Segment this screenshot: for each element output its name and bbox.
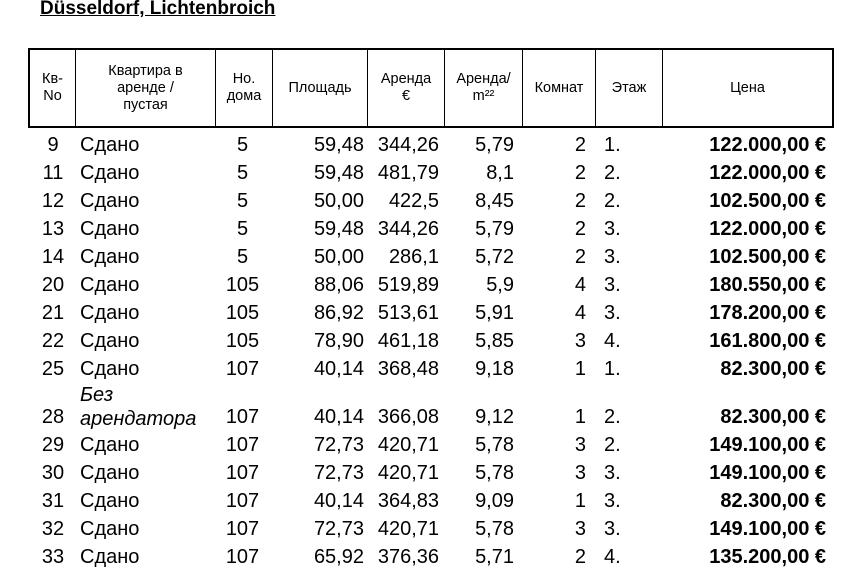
header-rooms: Комнат xyxy=(523,50,596,126)
cell-rent: 513,61 xyxy=(377,302,439,324)
cell-apartment-no: 9 xyxy=(47,134,59,156)
cell-house-no: 107 xyxy=(225,406,260,428)
cell-apartment-no: 25 xyxy=(41,358,65,380)
cell-status: Сдано xyxy=(80,462,140,484)
cell-house-no: 107 xyxy=(225,546,260,568)
cell-floor: 2. xyxy=(604,162,621,184)
cell-status: Сдано xyxy=(80,518,140,540)
cell-rooms: 2 xyxy=(574,246,586,268)
cell-status: Сдано xyxy=(80,190,140,212)
cell-floor: 3. xyxy=(604,274,621,296)
cell-rent-per-m2: 5,79 xyxy=(475,134,514,156)
cell-rent-per-m2: 5,78 xyxy=(475,518,514,540)
cell-rooms: 3 xyxy=(574,330,586,352)
cell-house-no: 5 xyxy=(236,246,249,268)
header-kv-no: Кв- No xyxy=(30,50,76,126)
table-row xyxy=(28,543,834,571)
cell-area: 78,90 xyxy=(313,330,364,352)
cell-rent: 376,36 xyxy=(377,546,439,568)
cell-house-no: 5 xyxy=(236,218,249,240)
cell-area: 86,92 xyxy=(313,302,364,324)
cell-rent-per-m2: 5,78 xyxy=(475,462,514,484)
cell-status: Сдано xyxy=(80,434,140,456)
cell-rooms: 2 xyxy=(574,546,586,568)
cell-rent-per-m2: 9,12 xyxy=(475,406,514,428)
cell-house-no: 107 xyxy=(225,434,260,456)
cell-status: Сдано xyxy=(80,302,140,324)
cell-area: 88,06 xyxy=(313,274,364,296)
cell-rent-per-m2: 5,85 xyxy=(475,330,514,352)
cell-price: 122.000,00 € xyxy=(709,134,826,156)
cell-apartment-no: 30 xyxy=(41,462,65,484)
cell-rooms: 3 xyxy=(574,518,586,540)
header-rent-per-m2: Аренда/ m²² xyxy=(445,50,523,126)
cell-rent: 481,79 xyxy=(377,162,439,184)
cell-rooms: 2 xyxy=(574,190,586,212)
cell-rent: 420,71 xyxy=(377,462,439,484)
cell-rent-per-m2: 5,91 xyxy=(475,302,514,324)
cell-floor: 1. xyxy=(604,134,621,156)
cell-house-no: 105 xyxy=(225,302,260,324)
table-row xyxy=(28,327,834,355)
cell-price: 161.800,00 € xyxy=(709,330,826,352)
cell-floor: 3. xyxy=(604,246,621,268)
cell-house-no: 107 xyxy=(225,518,260,540)
cell-house-no: 5 xyxy=(236,162,249,184)
cell-status: Сдано xyxy=(80,162,140,184)
cell-rooms: 2 xyxy=(574,162,586,184)
cell-rent: 364,83 xyxy=(377,490,439,512)
table-row xyxy=(28,431,834,459)
cell-apartment-no: 20 xyxy=(41,274,65,296)
cell-rooms: 1 xyxy=(574,358,586,380)
cell-house-no: 105 xyxy=(225,274,260,296)
cell-price: 102.500,00 € xyxy=(709,246,826,268)
table-header xyxy=(28,48,834,128)
page-title: Düsseldorf, Lichtenbroich xyxy=(40,0,276,19)
cell-house-no: 107 xyxy=(225,490,260,512)
table-row xyxy=(28,131,834,159)
cell-rooms: 3 xyxy=(574,434,586,456)
header-area: Площадь xyxy=(273,50,368,126)
table-row xyxy=(28,159,834,187)
cell-area: 40,14 xyxy=(313,358,364,380)
cell-status: Сдано xyxy=(80,246,140,268)
cell-price: 149.100,00 € xyxy=(709,518,826,540)
cell-rent-per-m2: 5,71 xyxy=(475,546,514,568)
table-row xyxy=(28,299,834,327)
cell-house-no: 5 xyxy=(236,134,249,156)
cell-area: 40,14 xyxy=(313,490,364,512)
cell-floor: 3. xyxy=(604,302,621,324)
cell-area: 72,73 xyxy=(313,434,364,456)
cell-status: Сдано xyxy=(80,134,140,156)
cell-rent: 368,48 xyxy=(377,358,439,380)
cell-rent: 519,89 xyxy=(377,274,439,296)
cell-rent-per-m2: 9,09 xyxy=(475,490,514,512)
cell-price: 122.000,00 € xyxy=(709,218,826,240)
cell-rent-per-m2: 5,79 xyxy=(475,218,514,240)
cell-rooms: 2 xyxy=(574,134,586,156)
cell-rent: 366,08 xyxy=(377,406,439,428)
cell-floor: 3. xyxy=(604,218,621,240)
cell-apartment-no: 13 xyxy=(41,218,65,240)
header-price: Цена xyxy=(730,79,765,96)
cell-rent: 344,26 xyxy=(377,218,439,240)
cell-rent: 420,71 xyxy=(377,518,439,540)
cell-price: 149.100,00 € xyxy=(709,434,826,456)
cell-area: 72,73 xyxy=(313,518,364,540)
cell-rent-per-m2: 9,18 xyxy=(475,358,514,380)
table-row xyxy=(28,215,834,243)
cell-floor: 3. xyxy=(604,462,621,484)
cell-apartment-no: 12 xyxy=(41,190,65,212)
cell-area: 65,92 xyxy=(313,546,364,568)
cell-apartment-no: 31 xyxy=(41,490,65,512)
cell-floor: 2. xyxy=(604,434,621,456)
cell-rent-per-m2: 5,9 xyxy=(486,274,514,296)
table-row xyxy=(28,271,834,299)
table-body xyxy=(28,131,834,571)
cell-apartment-no: 32 xyxy=(41,518,65,540)
cell-rent-per-m2: 5,72 xyxy=(475,246,514,268)
cell-area: 40,14 xyxy=(313,406,364,428)
cell-area: 59,48 xyxy=(313,162,364,184)
cell-floor: 4. xyxy=(604,330,621,352)
cell-floor: 1. xyxy=(604,358,621,380)
cell-area: 50,00 xyxy=(313,190,364,212)
cell-price: 180.550,00 € xyxy=(709,274,826,296)
cell-house-no: 107 xyxy=(225,462,260,484)
cell-area: 50,00 xyxy=(313,246,364,268)
cell-rooms: 2 xyxy=(574,218,586,240)
cell-price: 122.000,00 € xyxy=(709,162,826,184)
cell-floor: 4. xyxy=(604,546,621,568)
cell-area: 59,48 xyxy=(313,134,364,156)
cell-status: Сдано xyxy=(80,274,140,296)
cell-floor: 3. xyxy=(604,490,621,512)
cell-rent: 422,5 xyxy=(388,190,439,212)
cell-apartment-no: 11 xyxy=(42,162,64,184)
cell-apartment-no: 14 xyxy=(41,246,65,268)
table-row xyxy=(28,187,834,215)
cell-rooms: 1 xyxy=(574,490,586,512)
cell-apartment-no: 28 xyxy=(41,406,65,428)
cell-house-no: 107 xyxy=(225,358,260,380)
cell-rent: 461,18 xyxy=(377,330,439,352)
cell-status: Сдано xyxy=(80,358,140,380)
cell-floor: 3. xyxy=(604,518,621,540)
cell-house-no: 105 xyxy=(225,330,260,352)
cell-status: Сдано xyxy=(80,490,140,512)
cell-status: Без арендатора xyxy=(80,384,197,430)
cell-rooms: 4 xyxy=(574,302,586,324)
cell-price: 102.500,00 € xyxy=(709,190,826,212)
header-rent: Аренда € xyxy=(368,50,445,126)
table-row xyxy=(28,355,834,383)
cell-area: 59,48 xyxy=(313,218,364,240)
cell-price: 135.200,00 € xyxy=(709,546,826,568)
cell-apartment-no: 33 xyxy=(41,546,65,568)
table-row xyxy=(28,383,834,431)
cell-rent-per-m2: 8,1 xyxy=(486,162,514,184)
table-row xyxy=(28,243,834,271)
cell-rooms: 3 xyxy=(574,462,586,484)
cell-status: Сдано xyxy=(80,218,140,240)
cell-rent-per-m2: 8,45 xyxy=(475,190,514,212)
cell-rent: 286,1 xyxy=(388,246,439,268)
header-status: Квартира в аренде / пустая xyxy=(76,50,216,126)
table-row xyxy=(28,459,834,487)
cell-rooms: 1 xyxy=(574,406,586,428)
cell-rent-per-m2: 5,78 xyxy=(475,434,514,456)
cell-price: 178.200,00 € xyxy=(709,302,826,324)
cell-apartment-no: 22 xyxy=(41,330,65,352)
cell-house-no: 5 xyxy=(236,190,249,212)
cell-price: 82.300,00 € xyxy=(720,406,826,428)
cell-apartment-no: 21 xyxy=(41,302,65,324)
cell-price: 82.300,00 € xyxy=(720,358,826,380)
cell-floor: 2. xyxy=(604,406,621,428)
cell-price: 82.300,00 € xyxy=(720,490,826,512)
header-house-no: Но. дома xyxy=(216,50,273,126)
cell-floor: 2. xyxy=(604,190,621,212)
cell-rooms: 4 xyxy=(574,274,586,296)
table-row xyxy=(28,487,834,515)
cell-apartment-no: 29 xyxy=(41,434,65,456)
cell-rent: 344,26 xyxy=(377,134,439,156)
header-floor: Этаж xyxy=(596,50,663,126)
cell-area: 72,73 xyxy=(313,462,364,484)
cell-price: 149.100,00 € xyxy=(709,462,826,484)
cell-status: Сдано xyxy=(80,546,140,568)
table-row xyxy=(28,515,834,543)
cell-rent: 420,71 xyxy=(377,434,439,456)
cell-status: Сдано xyxy=(80,330,140,352)
